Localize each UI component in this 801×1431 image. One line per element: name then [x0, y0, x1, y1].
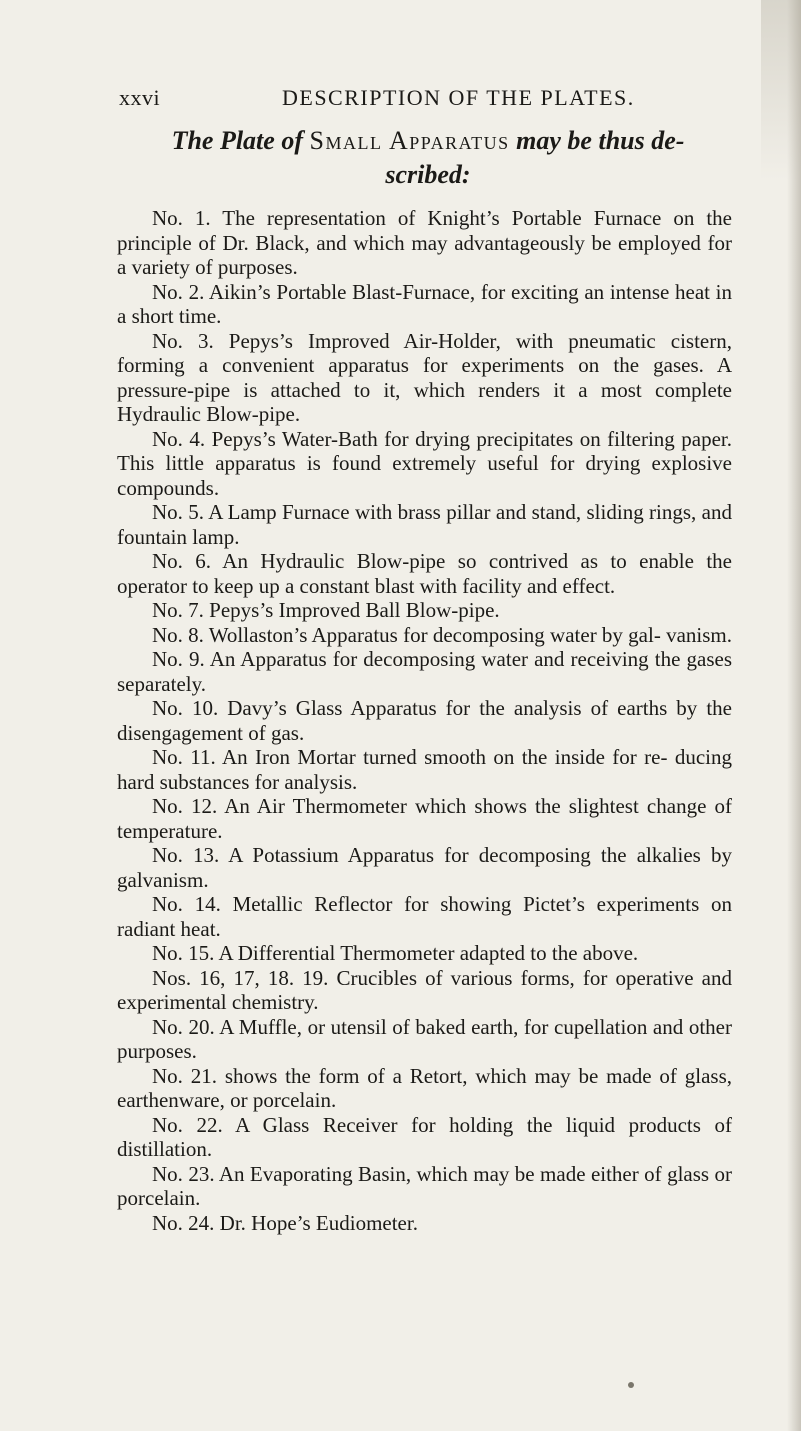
- plate-heading: [108, 124, 748, 192]
- entry-20: No. 20. A Muffle, or utensil of baked earth, for cupellation and other purposes.: [117, 1014, 732, 1063]
- running-head: [119, 85, 679, 115]
- entry-23: No. 23. An Evaporating Basin, which may be made either of glass or porcelain.: [117, 1161, 732, 1210]
- heading-part-2: Small Apparatus: [309, 126, 510, 155]
- entry-1: No. 1. The representation of Knight’s Portable Furnace on the principle of Dr. Black, and which may advantageously be employed for a variety of purposes.: [117, 206, 732, 279]
- entry-3: No. 3. Pepys’s Improved Air-Holder, with pneumatic cistern, forming a convenient apparatus for experiments on the gases. A pressure-pipe is attached to it, which renders it a most complete Hydraulic Blow-pipe.: [117, 328, 732, 426]
- entry-8: No. 8. Wollaston’s Apparatus for decomposing water by gal- vanism.: [152, 622, 732, 647]
- entry-22: No. 22. A Glass Receiver for holding the liquid products of distillation.: [117, 1112, 732, 1161]
- entry-12: No. 12. An Air Thermometer which shows the slightest change of temperature.: [117, 794, 732, 843]
- running-title: DESCRIPTION OF THE PLATES.: [282, 85, 635, 110]
- entry-15: No. 15. A Differential Thermometer adapted to the above.: [152, 941, 639, 965]
- page-corner-shading: [761, 0, 801, 180]
- entry-4: No. 4. Pepys’s Water-Bath for drying precipitates on filtering paper. This little apparatus is found extremely useful for drying explosive compounds.: [117, 426, 732, 500]
- entry-24: No. 24. Dr. Hope’s Eudiometer.: [152, 1210, 418, 1235]
- page-number: xxvi: [119, 85, 161, 110]
- page-edge-shadow: [787, 0, 801, 1431]
- heading-part-4: scribed:: [385, 160, 471, 189]
- entry-21: No. 21. shows the form of a Retort, which may be made of glass, earthenware, or porcelain.: [117, 1063, 732, 1112]
- entry-5: No. 5. A Lamp Furnace with brass pillar and stand, sliding rings, and fountain lamp.: [117, 500, 732, 549]
- entry-2: No. 2. Aikin’s Portable Blast-Furnace, for exciting an intense heat in a short time.: [117, 279, 732, 328]
- entry-7: No. 7. Pepys’s Improved Ball Blow-pipe.: [152, 598, 500, 622]
- entry-14: No. 14. Metallic Reflector for showing Pictet’s experiments on radiant heat.: [117, 892, 732, 941]
- entry-6: No. 6. An Hydraulic Blow-pipe so contrived as to enable the operator to keep up a constant blast with facility and effect.: [117, 549, 732, 598]
- plate-entries: [117, 206, 732, 1235]
- heading-part-3: may be thus de-: [516, 126, 685, 155]
- heading-part-1: The Plate of: [171, 126, 303, 155]
- entry-9: No. 9. An Apparatus for decomposing water and receiving the gases separately.: [117, 647, 732, 696]
- ink-speck: [628, 1382, 634, 1388]
- entry-13: No. 13. A Potassium Apparatus for decomposing the alkalies by galvanism.: [117, 843, 732, 892]
- entry-16-19: Nos. 16, 17, 18. 19. Crucibles of various forms, for operative and experimental chemistry.: [117, 965, 732, 1014]
- entry-10: No. 10. Davy’s Glass Apparatus for the analysis of earths by the disengagement of gas.: [117, 696, 732, 745]
- entry-11: No. 11. An Iron Mortar turned smooth on the inside for re- ducing hard substances for analysis.: [117, 745, 732, 794]
